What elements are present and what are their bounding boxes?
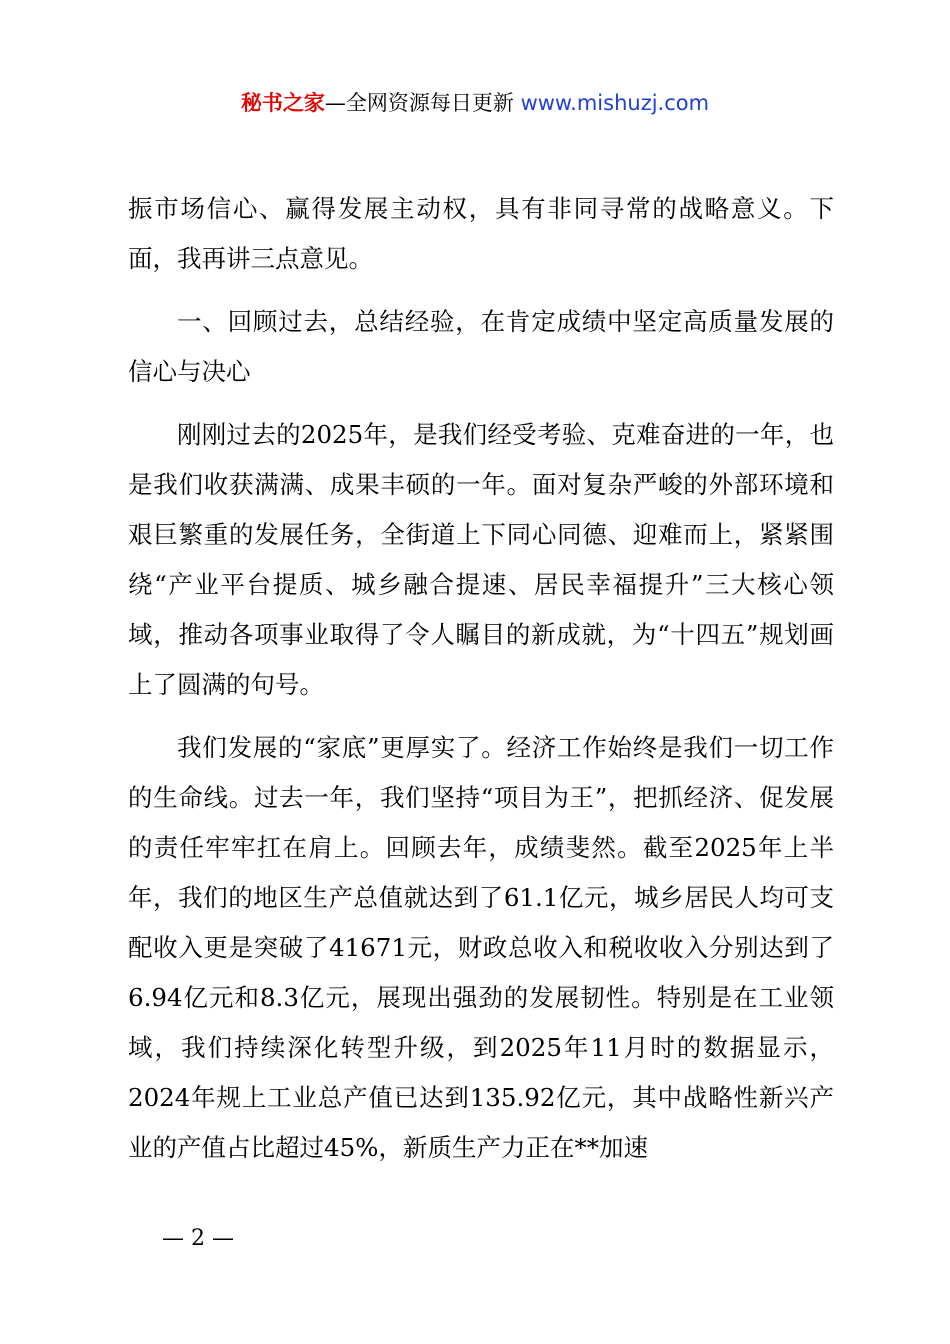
brand-name: 秘书之家 — [240, 91, 325, 115]
section-heading: 一、回顾过去，总结经验，在肯定成绩中坚定高质量发展的信心与决心 — [128, 307, 834, 386]
header-tagline: —全网资源每日更新 — [324, 91, 521, 115]
page-number: — 2 — — [162, 1226, 234, 1251]
paragraph: 我们发展的“家底”更厚实了。经济工作始终是我们一切工作的生命线。过去一年，我们坚持“项目为王”，把抓经济、促发展的责任牢牢扛在肩上。回顾去年，成绩斐然。截至2025年上半年，我们的地区生产总值就达到了61.1亿元，城乡居民人均可支配收入更是突破了41671元，财政总收入和税收收入分别达到了6.94亿元和8.3亿元，展现出强劲的发展韧性。特别是在工业领域，我们持续深化转型升级，到2025年11月时的数据显示，2024年规上工业总产值已达到135.92亿元，其中战略性新兴产业的产值占比超过45%，新质生产力正在**加速 — [128, 733, 834, 1162]
paragraph-continuation: 振市场信心、赢得发展主动权，具有非同寻常的战略意义。下面，我再讲三点意见。 — [128, 194, 834, 273]
document-body — [128, 184, 834, 1186]
paragraph: 刚刚过去的2025年，是我们经受考验、克难奋进的一年，也是我们收获满满、成果丰硕的一年。面对复杂严峻的外部环境和艰巨繁重的发展任务，全街道上下同心同德、迎难而上，紧紧围绕“产业平台提质、城乡融合提速、居民幸福提升”三大核心领域，推动各项事业取得了令人瞩目的新成就，为“十四五”规划画上了圆满的句号。 — [128, 420, 834, 699]
site-header — [0, 86, 950, 120]
site-url-link[interactable]: www.mishuzj.com — [520, 91, 710, 115]
